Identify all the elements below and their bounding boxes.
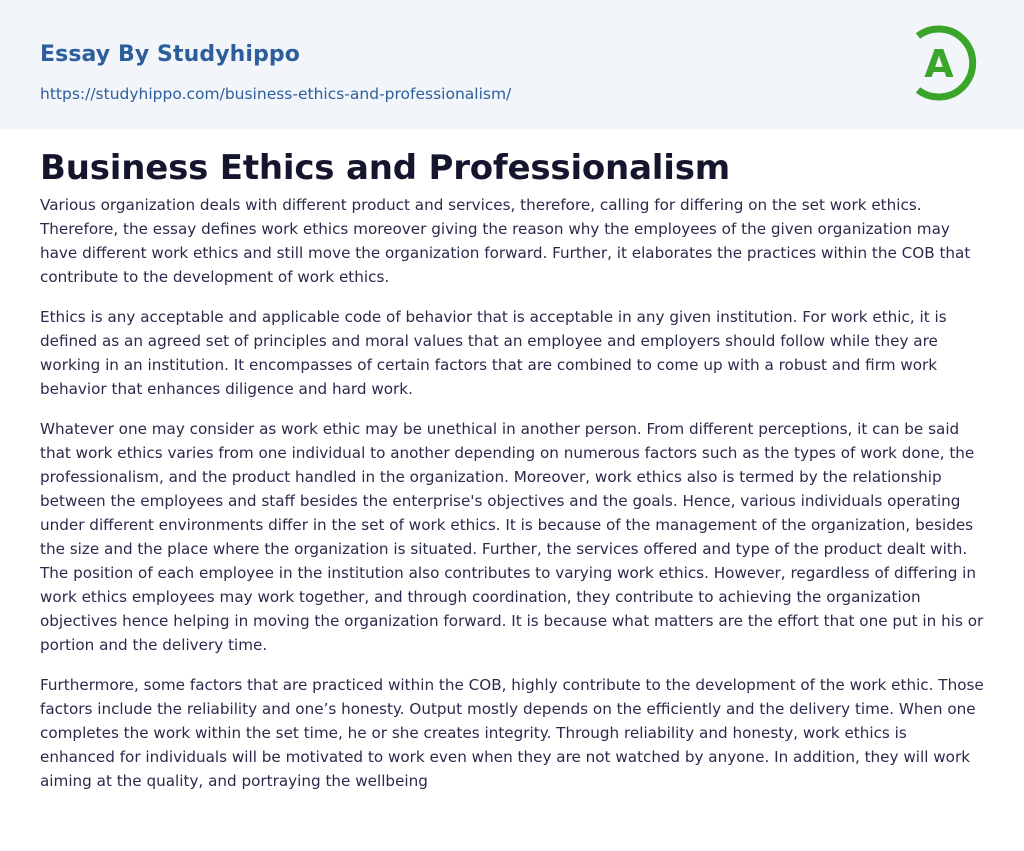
paragraph: Ethics is any acceptable and applicable code of behavior that is acceptable in any given institution. For work ethic, it is defined as an agreed set of principles and moral values that an employee and employers should follow while they are working in an institution. It encompasses of certain factors that are combined to come up with a robust and firm work behavior that enhances diligence and hard work. xyxy=(40,308,947,398)
page-title: Business Ethics and Professionalism xyxy=(40,148,730,188)
paragraph: Various organization deals with different product and services, therefore, calling for differing on the set work ethics. Therefore, the essay defines work ethics moreover giving the reason why the employees of the given organization may have different work ethics and still move the organization forward. Further, it elaborates the practices within the COB that contribute to the development of work ethics. xyxy=(40,196,971,286)
paragraph: Furthermore, some factors that are practiced within the COB, highly contribute to the development of the work ethic. Those factors include the reliability and one’s honesty. Output mostly depends on the efficiently and the delivery time. When one completes the work within the set time, he or she creates integrity. Through reliability and honesty, work ethics is enhanced for individuals will be motivated to work even when they are not watched by anyone. In addition, they will work aiming at the quality, and portraying the wellbeing xyxy=(40,676,984,790)
source-url-link[interactable]: https://studyhippo.com/business-ethics-and-professionalism/ xyxy=(40,85,512,103)
article-body xyxy=(40,193,984,793)
brand-title[interactable]: Essay By Studyhippo xyxy=(40,42,300,67)
logo-letter: A xyxy=(924,42,954,86)
paragraph: Whatever one may consider as work ethic may be unethical in another person. From different perceptions, it can be said that work ethics varies from one individual to another depending on numerous factors such as the types of work done, the professionalism, and the product handled in the organization. Moreover, work ethics also is termed by the relationship between the employees and staff besides the enterprise's objectives and the goals. Hence, various individuals operating under different environments differ in the set of work ethics. It is because of the management of the organization, besides the size and the place where the organization is situated. Further, the services offered and type of the product dealt with. The position of each employee in the institution also contributes to varying work ethics. However, regardless of differing in work ethics employees may work together, and through coordination, they contribute to achieving the organization objectives hence helping in moving the organization forward. It is because what matters are the effort that one put in his or portion and the delivery time. xyxy=(40,420,984,654)
